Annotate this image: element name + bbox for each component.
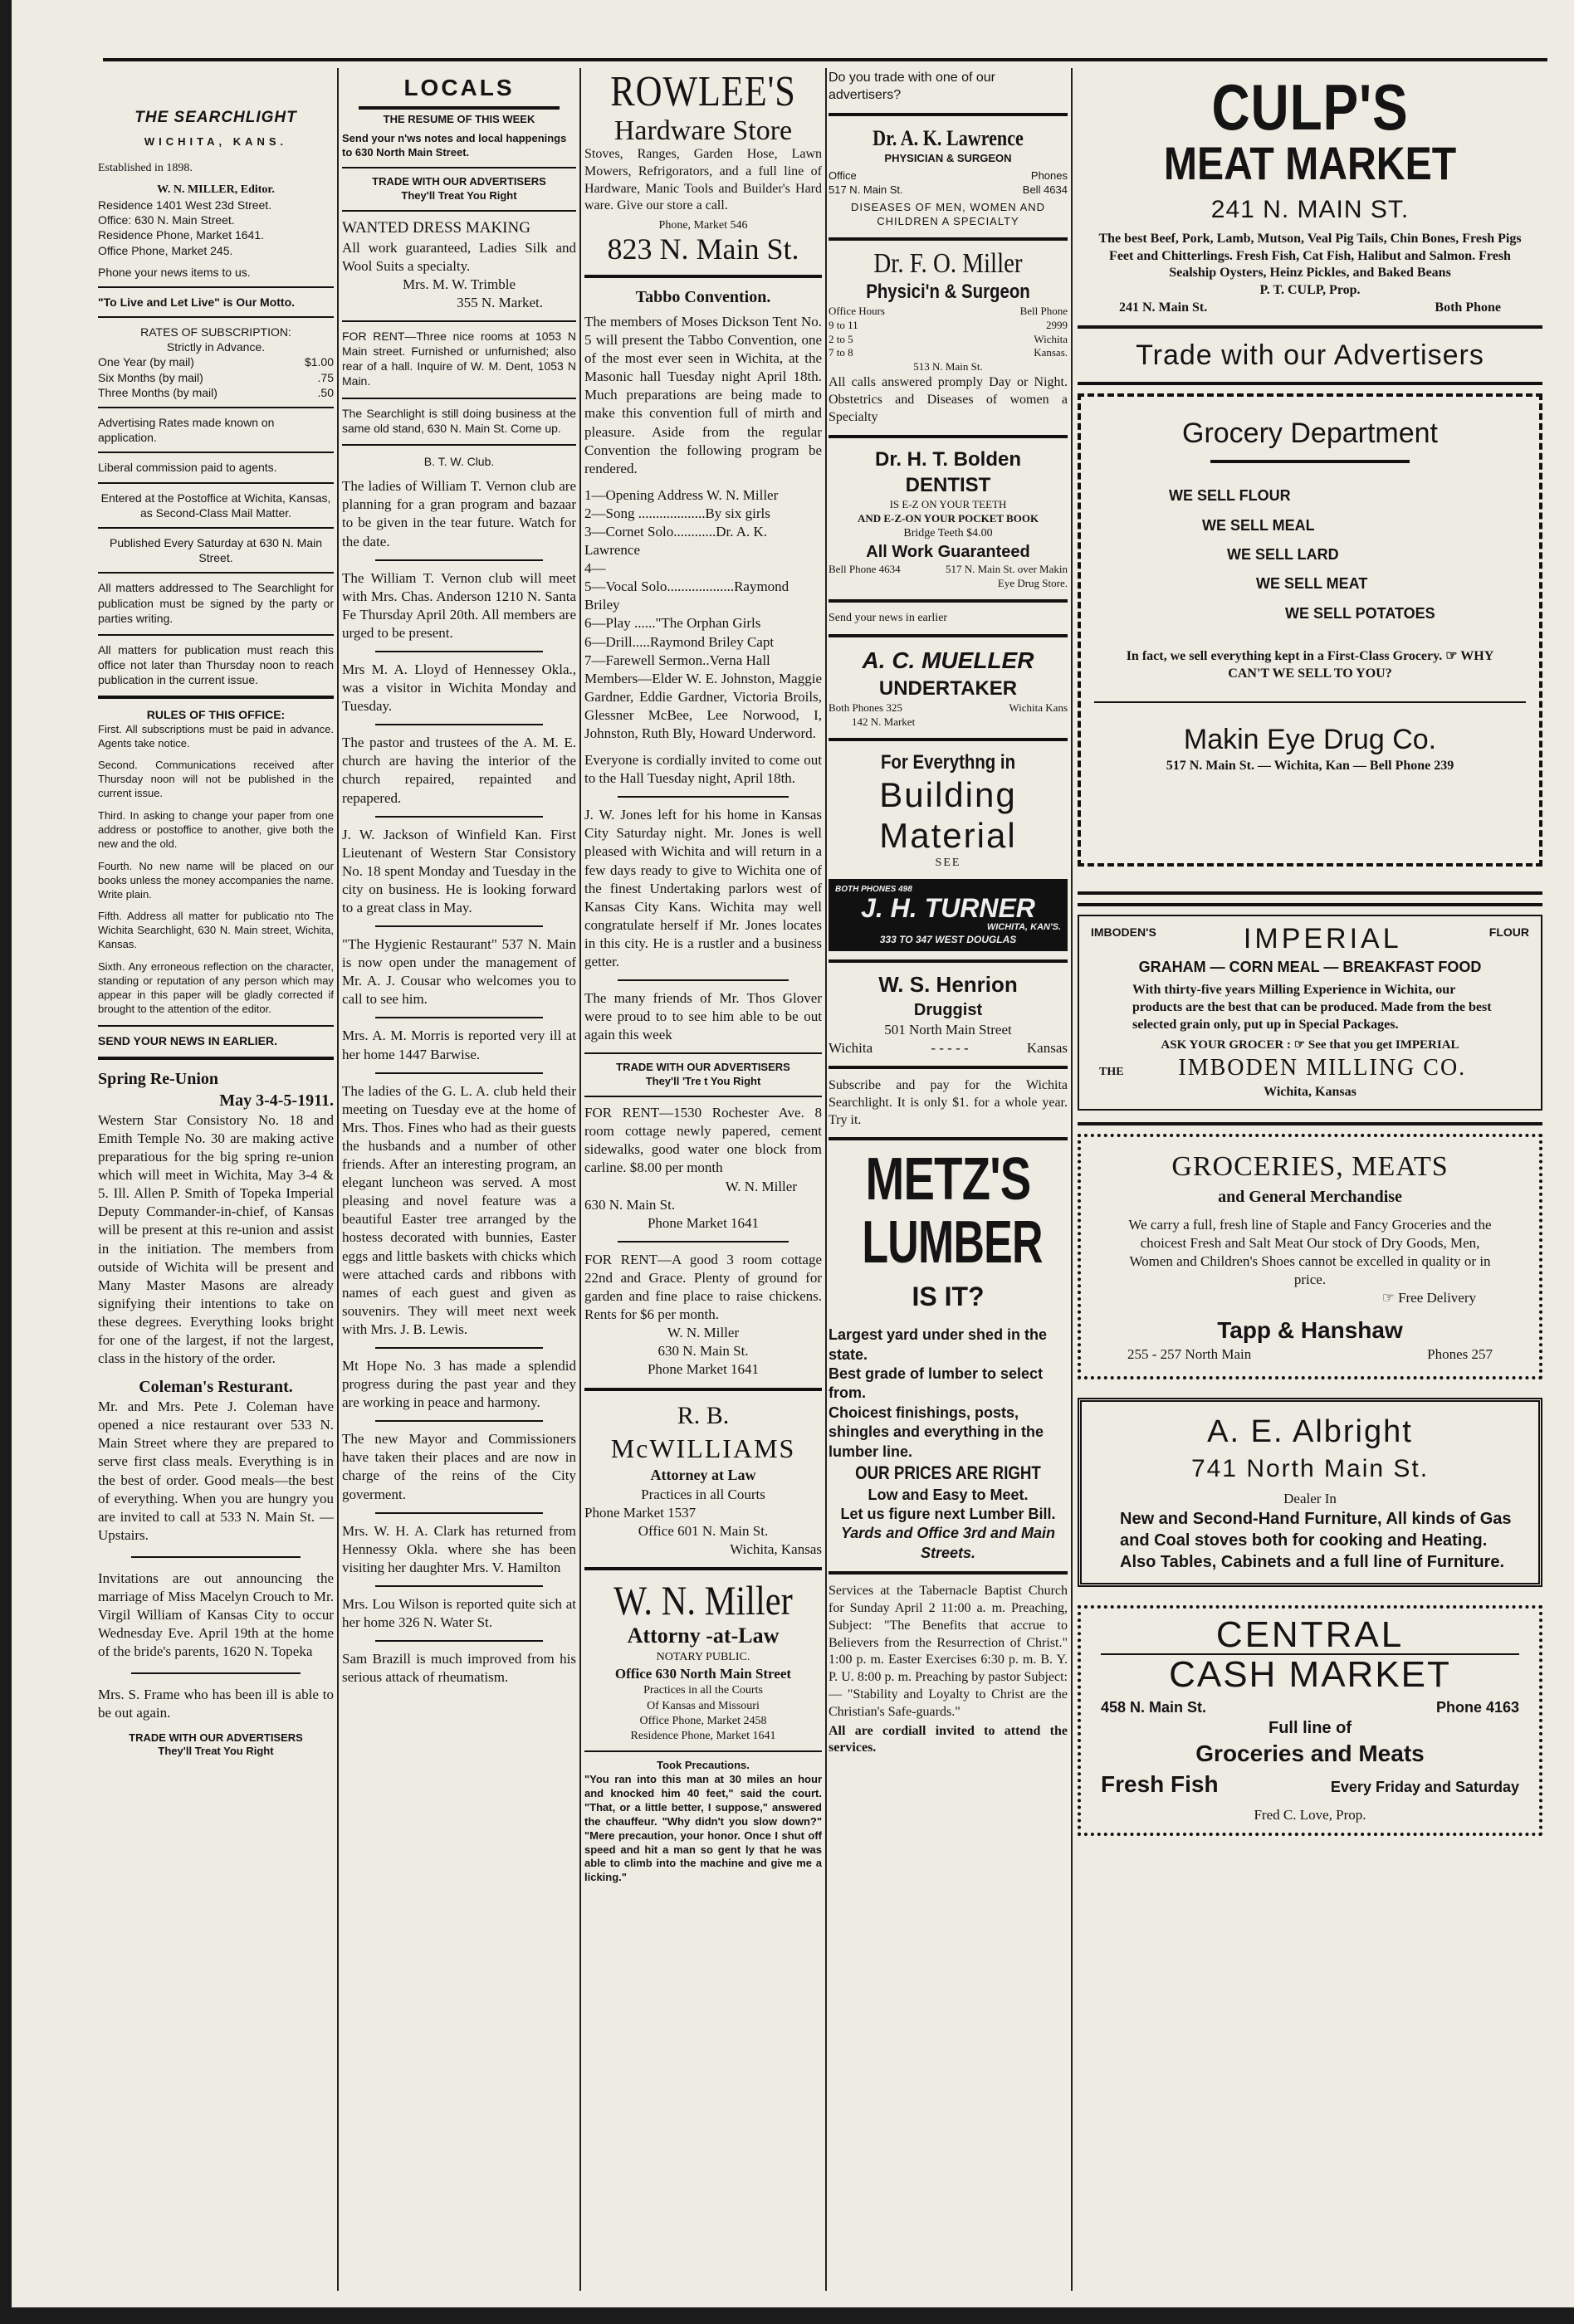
metz-lumber: LUMBER (862, 1209, 1043, 1277)
doc-body: All calls answered promply Day or Night. Obstetrics and Diseases of women a Specialty (829, 375, 1068, 424)
rule: First. All subscriptions must be paid in advance. Agents take notice. (98, 722, 334, 749)
rent-addr: 630 N. Main St. (584, 1196, 676, 1213)
rowlee-phone: Phone, Market 546 (658, 219, 748, 232)
grocery-item: WE SELL MEAL (1202, 516, 1315, 534)
tapp-hanshaw-ad (1078, 1134, 1542, 1379)
locals-subhead: THE RESUME OF THIS WEEK (383, 113, 535, 126)
miller-ad (584, 1576, 822, 1744)
program-item: 7—Farewell Sermon..Verna Hall (584, 652, 770, 668)
doc-state: Kansas. (1034, 346, 1068, 359)
anecdote-body: "You ran into this man at 30 miles an hour and knocked him 40 feet," said the court. "That, or a little better, I suppose," answered the chauffeur. "Why didn't you slow down?" "Mere precaution, your honor. Once I shut off speed and hit a man so gent ly that he was able to climb into the machine and give me a licking." (584, 1773, 822, 1884)
miller-office-phone: Office Phone, Market 2458 (639, 1714, 767, 1727)
albright-name: A. E. Albright (1207, 1413, 1413, 1449)
article-body: The many friends of Mr. Thos Glover were proud to to see him able to be out again this week (584, 990, 822, 1043)
grocery-title: Grocery Department (1182, 417, 1438, 449)
culp-ad (1078, 71, 1542, 317)
rent-body: FOR RENT—A good 3 room cottage 22nd and Grace. Plenty of ground for garden and fine place to raise chickens. Rents for $6 per month. (584, 1251, 822, 1323)
lawrence-name: Dr. A. K. Lawrence (873, 125, 1024, 150)
albright-dealer: Dealer In (1283, 1490, 1337, 1506)
lawrence-office-label: Office (829, 169, 857, 183)
program-item: 4— (584, 560, 606, 577)
article-body: The members of Moses Dickson Tent No. 5 will present the Tabbo Convention, one of the most ever seen in Wichita, at the Masonic hall Tuesday night April 18th. Much preparations are being made to make this convention full of mirth and pleasure. Aside from the regular Convention the following program be rendered. (584, 313, 822, 476)
imboden-co: IMBODEN MILLING CO. (1178, 1055, 1467, 1081)
residence: Residence 1401 West 23d Street. (98, 198, 272, 212)
henrion-dash: - - - - - (931, 1039, 969, 1056)
article-body: The pastor and trustees of the A. M. E. church are having the interior of the church repaired, repainted and repapered. (342, 735, 576, 806)
metz-line: Largest yard under shed in the state. (829, 1326, 1048, 1363)
central-prop: Fred C. Love, Prop. (1254, 1807, 1366, 1824)
turner-city: WICHITA, KAN'S. (986, 922, 1061, 933)
rent-addr: 630 N. Main St. (657, 1343, 749, 1360)
page-bottom-border (0, 2307, 1574, 2324)
bolden-name: Dr. H. T. Bolden (874, 447, 1021, 471)
article-body: The Searchlight is still doing business at the same old stand, 630 N. Main St. Come up. (342, 406, 576, 435)
tapp-delivery: ☞ Free Delivery (1381, 1290, 1476, 1306)
imboden-ask: ASK YOUR GROCER : ☞ See that you get IMPERIAL (1161, 1038, 1459, 1052)
dress-title: WANTED DRESS MAKING (342, 218, 530, 237)
rowlee-addr: 823 N. Main St. (607, 232, 799, 266)
makin-name: Makin Eye Drug Co. (1183, 723, 1437, 755)
rowlee-name: ROWLEE'S (610, 70, 796, 115)
rowlee-ad (584, 70, 822, 266)
tapp-name: Tapp & Hanshaw (1217, 1317, 1403, 1344)
send-line: Send your n'ws notes and local happenings to 630 North Main Street. (342, 132, 567, 159)
mcw-initials: R. B. (677, 1401, 730, 1429)
bolden-title: DENTIST (905, 473, 991, 496)
miller-doctor-ad (829, 249, 1068, 427)
culp-sub: MEAT MARKET (1163, 137, 1457, 189)
established: Established in 1898. (98, 161, 193, 174)
rent-name: W. N. Miller (725, 1178, 797, 1194)
article-body: All work guaranteed, Ladies Silk and Wool Suits a specialty. (342, 239, 576, 274)
miller-title: Attorny -at-Law (627, 1623, 780, 1648)
article-title: Tabbo Convention. (635, 287, 771, 306)
subscribe-note: Subscribe and pay for the Wichita Searchlight. It is only $1. for a whole year. Try it. (829, 1078, 1068, 1127)
imboden-pre: IMBODEN'S (1091, 925, 1156, 939)
miller-practice: Of Kansas and Missouri (647, 1699, 760, 1712)
tapp-title: GROCERIES, MEATS (1171, 1151, 1449, 1183)
trade-banner: Trade with our Advertisers (1136, 339, 1484, 371)
imboden-flour: FLOUR (1488, 925, 1529, 939)
henrion-ad (829, 971, 1068, 1057)
program-item: 6—Drill.....Raymond Briley Capt (584, 633, 775, 650)
imboden-body: With thirty-five years Milling Experience in Wichita, our products are the best that can be produced. Made from the best selected grain only, put up in Special Packages. (1132, 983, 1492, 1032)
metz-line: Let us figure next Lumber Bill. (840, 1505, 1056, 1522)
article-body: Everyone is cordially invited to come out to the Hall Tuesday night, April 18th. (584, 752, 822, 787)
program-members: Members—Elder W. E. Johnston, Maggie Gardner, Eddie Gardner, Victoria Broils, Glessner McBee, Lee Norwood, I, Johnston, Ruth Bly, Howard Underword. (584, 670, 822, 742)
article-body: J. W. Jackson of Winfield Kan. First Lieutenant of Western Star Consistory No. 18 spent Monday and Tuesday in the city on business. He is looking forward to a great class in May. (342, 826, 576, 915)
henrion-state: Kansas (1026, 1039, 1068, 1056)
column-rule (337, 68, 339, 2291)
mcw-name: McWILLIAMS (610, 1433, 796, 1463)
matters-note: All matters addressed to The Searchlight for publication must be signed by the party or parties writing. (98, 581, 334, 625)
grocery-item: WE SELL LARD (1227, 545, 1339, 563)
hours: 9 to 11 (829, 318, 858, 331)
rent-phone: Phone Market 1641 (647, 1361, 760, 1378)
bolden-line: Bridge Teeth $4.00 (903, 526, 993, 540)
mueller-city: Wichita Kans (1009, 701, 1068, 715)
column-ads (1078, 70, 1542, 2291)
miller-office: Office 630 North Main Street (614, 1666, 792, 1682)
metz-line: Best grade of lumber to select from. (829, 1365, 1044, 1402)
miller-doctor-title: Physici'n & Surgeon (866, 280, 1030, 303)
program-item: 1—Opening Address W. N. Miller (584, 486, 779, 503)
grocery-item: WE SELL FLOUR (1169, 487, 1291, 505)
paper-place: WICHITA, KANS. (144, 134, 288, 148)
metz-lumber-ad (829, 1146, 1068, 1563)
rent-name: W. N. Miller (667, 1325, 740, 1341)
phone-news: Phone your news items to us. (98, 265, 251, 279)
rate-row: One Year (by mail) $1.00 (98, 355, 334, 369)
rate-row: Six Months (by mail) .75 (98, 370, 334, 384)
column-four (829, 70, 1068, 2291)
bolden-line: All Work Guaranteed (866, 542, 1030, 561)
mcw-title: Attorney at Law (650, 1467, 756, 1484)
trade-line: TRADE WITH OUR ADVERTISERS (372, 175, 546, 188)
mueller-ad (829, 646, 1068, 730)
program-item: 5—Vocal Solo...................Raymond Briley (584, 579, 789, 613)
services-body: Services at the Tabernacle Baptist Church for Sunday April 2 11:00 a. m. Preaching, Subject: "The Benefits that accrue to Believers from the Resurrection of Christ." 1:00 p. m. Easter Exercises 6:30 p. m. B. Y. P. U. 8:00 p. m. Preaching by pastor Subject:— "Stability and Loyalty to Christ are the Christian's Safe-guards." (829, 1584, 1068, 1719)
column-rule (1071, 68, 1073, 2291)
bell-label: Bell Phone (1019, 304, 1068, 317)
article-body: The ladies of William T. Vernon club are planning for a gran program and bazaar to be given in the tear future. Watch for the date. (342, 478, 576, 549)
albright-addr: 741 North Main St. (1190, 1454, 1430, 1482)
article-body: The William T. Vernon club will meet with Mrs. Chas. Anderson 1210 N. Santa Fe Thursday April 20th. All members are urged to be present. (342, 569, 576, 641)
column-rule (825, 68, 827, 2291)
bm-line: Building (879, 775, 1017, 815)
bolden-line: AND E-Z-ON YOUR POCKET BOOK (857, 511, 1039, 525)
central-addr: 458 N. Main St. (1101, 1699, 1207, 1716)
article-date: May 3-4-5-1911. (219, 1091, 334, 1110)
tapp-phone: Phones 257 (1427, 1346, 1493, 1363)
rule: Sixth. Any erroneous reflection on the character, standing or reputation of any person which may appear in this paper will be gladly corrected if brought to the attention of the editor. (98, 960, 334, 1015)
metz-question: IS IT? (912, 1281, 985, 1311)
mueller-title: UNDERTAKER (878, 677, 1018, 701)
imboden-name: IMPERIAL (1243, 922, 1402, 954)
commission: Liberal commission paid to agents. (98, 461, 277, 475)
rent-body: FOR RENT—1530 Rochester Ave. 8 room cottage newly papered, cement sidewalks, good water one block from carline. $8.00 per month (584, 1105, 822, 1176)
rules-title: RULES OF THIS OFFICE: (146, 708, 286, 722)
motto: "To Live and Let Live" is Our Motto. (98, 295, 296, 309)
trade-line: TRADE WITH OUR ADVERTISERS (129, 1731, 303, 1744)
turner-logo (829, 879, 1068, 951)
grocery-item: WE SELL MEAT (1256, 575, 1368, 593)
article-body: Invitations are out announcing the marriage of Miss Macelyn Crouch to Mr. Virgil William of Kansas City to occur Wednesday Eve. April 19th at the home of the bride's parents, 1620 N. Topeka (98, 1570, 334, 1660)
editor: W. N. MILLER, Editor. (157, 183, 275, 196)
article-title: Spring Re-Union (98, 1069, 219, 1088)
article-body: "The Hygienic Restaurant" 537 N. Main is now open under the management of Mr. A. J. Cousar who welcomes you to call to see him. (342, 936, 576, 1008)
bm-line: For Everythng in (880, 751, 1016, 774)
entered: Entered at the Postoffice at Wichita, Kansas, as Second-Class Mail Matter. (100, 491, 331, 520)
grocery-item: WE SELL POTATOES (1285, 604, 1435, 622)
mueller-phones: Both Phones 325 (829, 701, 902, 715)
lawrence-addr: 517 N. Main St. (829, 183, 903, 197)
mueller-addr: 142 N. Market (852, 715, 916, 729)
tapp-body: We carry a full, fresh line of Staple and Fancy Groceries and the choicest Fresh and Salt Meat Our stock of Dry Goods, Men, Women and Children's Shoes cannot be excelled in quality or in price. (1128, 1216, 1492, 1287)
bolden-addr: 517 N. Main St. over Makin Eye Drug Store. (946, 562, 1068, 589)
dress-addr: 355 N. Market. (457, 294, 543, 310)
article-body: J. W. Jones left for his home in Kansas City Saturday night. Mr. Jones is well pleased with Wichita and will return in a few days ready to give to Wichita one of the finest Undertaking parlors west of Kansas City Kans. Wichita may well congratulate herself if Mr. Jones locates in this city. He is a rustler and a business getter. (584, 807, 822, 970)
bolden-ad (829, 447, 1068, 591)
article-body: Mrs. Lou Wilson is reported quite sich at her home 326 N. Water St. (342, 1595, 576, 1630)
metz-line: OUR PRICES ARE RIGHT (855, 1462, 1041, 1483)
lawrence-title: PHYSICIAN & SURGEON (884, 152, 1012, 165)
program-item: 2—Song ...................By six girls (584, 505, 770, 521)
central-title: CENTRAL (1215, 1614, 1405, 1656)
tapp-sub: and General Merchandise (1218, 1187, 1402, 1206)
imboden-products: GRAHAM — CORN MEAL — BREAKFAST FOOD (1138, 958, 1482, 975)
article-body: Western Star Consistory No. 18 and Emith Temple No. 30 are making active preparatious for the big spring re-union which will meet in Wichita, May 3-4 & 5. Ill. Allen P. Smith of Topeka Imperial Deputy Commander-in-chief, of Kansas will be present at this re-union and assist in the initiation. The members from outside of Wichita will be present and Many Master Masons are already signifying their intentions to take on these degrees. Everything looks bright for one of the largest, if not the largest, class in the history of the order. (98, 1111, 334, 1367)
culp-name: CULP'S (1211, 71, 1409, 144)
miller-notary: NOTARY PUBLIC. (656, 1651, 750, 1664)
culp-phone: Both Phone (1435, 300, 1501, 315)
article-body: The ladies of the G. L. A. club held their meeting on Tuesday eve at the home of Mrs. Thos. Fines who had as their guests the husbands and a number of other friends. After an interesting program, an elegant luncheon was served. A most pleasing and novel feature was a beautiful Easter tree arranged by the hostess decorated with bunnies, Easter eggs and little baskets with chicks which were attached cards and ribbons with names of each guest and given as souvenirs. They will meet next week with Mrs. J. B. Lewis. (342, 1082, 576, 1337)
send-news: SEND YOUR NEWS IN EARLIER. (98, 1033, 277, 1047)
dress-name: Mrs. M. W. Trimble (402, 276, 516, 292)
rate-row: Three Months (by mail) .50 (98, 385, 334, 399)
imboden-ad (1078, 915, 1542, 1111)
central-fish: Fresh Fish (1101, 1770, 1219, 1797)
send-news: Send your news in earlier (829, 611, 948, 624)
matters-note: All matters for publication must reach this office not later than Thursday noon to reach publication in the current issue. (98, 642, 334, 687)
rates-title: RATES OF SUBSCRIPTION: (140, 325, 291, 339)
bm-see: SEE (935, 857, 961, 870)
miller-name: W. N. Miller (613, 1576, 793, 1623)
article-body: Mr. and Mrs. Pete J. Coleman have opened a nice restaurant over 533 N. Main Street where they are prepared to serve first class meals. Everything is in the best of order. Good meals—the best of everything. When you are hungry you are invited to call at 533 N. Main St. —Upstairs. (98, 1399, 334, 1543)
article-title: B. T. W. Club. (423, 455, 495, 469)
column-three (584, 70, 822, 2291)
article-title: Coleman's Resturant. (139, 1378, 293, 1397)
article-body: Mt Hope No. 3 has made a splendid progress during the past year and they are working in peace and harmony. (342, 1357, 576, 1411)
metz-line: Low and Easy to Meet. (868, 1486, 1029, 1503)
column-locals (342, 70, 576, 2291)
article-body: FOR RENT—Three nice rooms at 1053 N Main street. Furnished or unfurnished; also rear of a hall. Inquire of W. M. Dent, 1053 N Main. (342, 329, 576, 388)
published: Published Every Saturday at 630 N. Main Street. (109, 535, 323, 565)
mcw-phone: Phone Market 1537 (584, 1504, 697, 1521)
trade-line: They'll 'Tre t You Right (645, 1075, 761, 1088)
culp-prop: P. T. CULP, Prop. (1259, 283, 1361, 298)
article-body: Mrs. S. Frame who has been ill is able to be out again. (98, 1687, 334, 1721)
lawrence-phones-label: Phones (1030, 169, 1068, 183)
mueller-name: A. C. MUELLER (862, 647, 1034, 673)
central-title: CASH MARKET (1101, 1653, 1519, 1693)
henrion-title: Druggist (913, 1000, 983, 1019)
mcw-office: Office 601 N. Main St. (638, 1522, 769, 1539)
article-body: Sam Brazill is much improved from his serious attack of rheumatism. (342, 1651, 576, 1686)
column-masthead (98, 70, 334, 2291)
culp-addr: 241 N. MAIN ST. (1210, 195, 1410, 223)
central-days: Every Friday and Saturday (1330, 1778, 1519, 1795)
grocery-ad (1078, 393, 1542, 867)
lawrence-ad (829, 124, 1068, 229)
turner-phones: BOTH PHONES 498 (835, 885, 912, 895)
central-market-ad (1078, 1605, 1542, 1836)
article-body: Mrs. W. H. A. Clark has returned from Hennessy Okla. where she has been visiting her daughter Mrs. V. Hamilton (342, 1522, 576, 1575)
article-body: Mrs. A. M. Morris is reported very ill at her home 1447 Barwise. (342, 1028, 576, 1062)
metz-title: METZ'S (865, 1146, 1031, 1213)
central-full: Full line of (1268, 1719, 1352, 1738)
rowlee-body: Stoves, Ranges, Garden Hose, Lawn Mowers, Refrigorators, and a full line of Hardware, Manic Tools and Builder's Hard ware. Give our store a call. (584, 146, 822, 213)
article-body: The new Mayor and Commissioners have taken their places and are now in charge of the reins of the City goverment. (342, 1431, 576, 1502)
bell-number: 2999 (1046, 318, 1068, 331)
miller-doctor-name: Dr. F. O. Miller (873, 247, 1023, 279)
program-item: 3—Cornet Solo............Dr. A. K. Lawrence (584, 523, 768, 559)
top-rule (103, 58, 1547, 61)
bm-line: Material (879, 815, 1017, 855)
office: Office: 630 N. Main Street. (98, 213, 235, 227)
henrion-addr: 501 North Main Street (884, 1021, 1012, 1038)
metz-line: Choicest finishings, posts, shingles and everything in the lumber line. (829, 1404, 1044, 1460)
henrion-name: W. S. Henrion (878, 972, 1018, 998)
paper-name: THE SEARCHLIGHT (134, 109, 297, 126)
page-left-border (0, 0, 12, 2324)
program-item: 6—Play ......"The Orphan Girls (584, 615, 761, 632)
turner-name: J. H. TURNER (861, 893, 1035, 924)
rates-sub: Strictly in Advance. (166, 340, 266, 354)
column-rule (579, 68, 581, 2291)
imboden-city: Wichita, Kansas (1264, 1084, 1356, 1099)
hours: 7 to 8 (829, 346, 853, 359)
henrion-city: Wichita (829, 1039, 873, 1056)
lawrence-bell: Bell 4634 (1022, 183, 1068, 197)
rule: Fifth. Address all matter for publicatio nto The Wichita Searchlight, 630 N. Main street, Wichita, Kansas. (98, 910, 334, 951)
advertising-rates: Advertising Rates made known on application. (98, 416, 275, 445)
mcwilliams-ad (584, 1399, 822, 1559)
lawrence-spec: DISEASES OF MEN, WOMEN AND CHILDREN A SPECIALTY (850, 201, 1046, 227)
makin-addr: 517 N. Main St. — Wichita, Kan — Bell Phone 239 (1166, 758, 1454, 773)
services-end: All are cordiall invited to attend the services. (829, 1723, 1068, 1755)
bolden-phone: Bell Phone 4634 (829, 562, 901, 575)
imboden-the: THE (1099, 1066, 1124, 1079)
rule: Second. Communications received after Thursday noon will not be published in the current issue. (98, 759, 334, 800)
rowlee-store: Hardware Store (613, 115, 793, 146)
locals-heading: LOCALS (403, 75, 515, 100)
office-phone: Office Phone, Market 245. (98, 243, 233, 257)
hours-label: Office Hours (829, 304, 885, 317)
article-body: Mrs M. A. Lloyd of Hennessey Okla., was a visitor in Wichita Monday and Tuesday. (342, 661, 576, 715)
central-groceries: Groceries and Meats (1195, 1741, 1425, 1767)
rent-phone: Phone Market 1641 (647, 1214, 760, 1231)
rule: Third. In asking to change your paper from one address or postoffice to another, give both the new and the old. (98, 809, 334, 850)
metz-line: Yards and Office 3rd and Main Streets. (840, 1525, 1056, 1561)
hours: 2 to 5 (829, 332, 853, 345)
albright-ad (1078, 1398, 1542, 1587)
central-phone: Phone 4163 (1435, 1699, 1519, 1716)
turner-addr: 333 TO 347 WEST DOUGLAS (879, 933, 1017, 945)
bolden-line: IS E-Z ON YOUR TEETH (889, 497, 1007, 510)
question: Do you trade with one of our advertisers? (829, 71, 996, 102)
doc-city: Wichita (1034, 332, 1068, 345)
rule: Fourth. No new name will be placed on our books unless the money accompanies the name. Write plain. (98, 859, 334, 901)
anecdote-title: Took Precautions. (657, 1759, 750, 1772)
residence-phone: Residence Phone, Market 1641. (98, 228, 265, 242)
miller-practice: Practices in all the Courts (643, 1684, 763, 1697)
grocery-body: In fact, we sell everything kept in a First-Class Grocery. ☞ WHY CAN'T WE SELL TO YOU? (1126, 649, 1494, 681)
trade-line: They'll Treat You Right (401, 188, 517, 202)
miller-residence-phone: Residence Phone, Market 1641 (630, 1730, 776, 1743)
trade-line: They'll Treat You Right (158, 1745, 274, 1758)
culp-body: The best Beef, Pork, Lamb, Mutson, Veal Pig Tails, Chin Bones, Fresh Pigs Feet and Chitterlings. Fresh Fish, Cat Fish, Halibut and Salmon. Fresh Sealship Oysters, Heinz Pickles, and Baked Beans (1098, 231, 1522, 281)
doc-addr: 513 N. Main St. (913, 360, 983, 374)
building-material-ad (829, 749, 1068, 951)
mcw-practice: Practices in all Courts (641, 1486, 765, 1502)
mcw-city: Wichita, Kansas (730, 1540, 822, 1557)
culp-street: 241 N. Main St. (1119, 300, 1208, 315)
trade-line: TRADE WITH OUR ADVERTISERS (616, 1061, 790, 1074)
albright-body: New and Second-Hand Furniture, All kinds of Gas and Coal stoves both for cooking and Heating. Also Tables, Cabinets and a full line of Furniture. (1120, 1510, 1512, 1572)
tapp-addr: 255 - 257 North Main (1127, 1346, 1252, 1363)
